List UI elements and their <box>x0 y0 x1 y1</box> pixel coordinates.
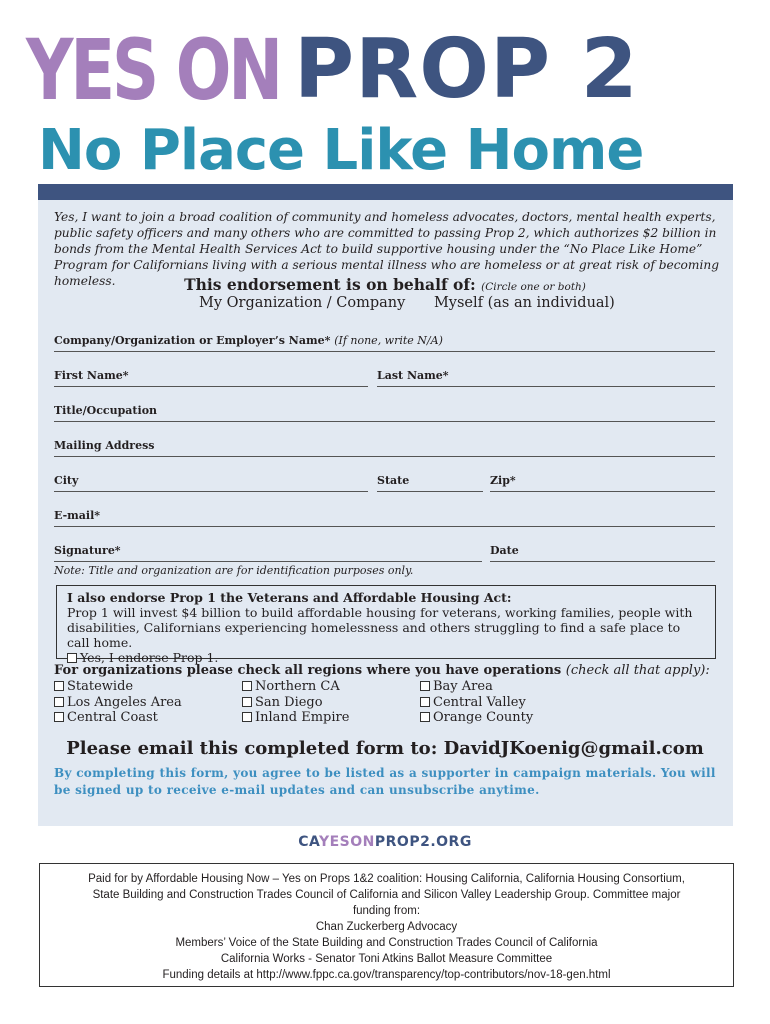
site-part-prop: PROP2.ORG <box>374 834 472 850</box>
prop1-title: I also endorse Prop 1 the Veterans and Affordable Housing Act: <box>67 590 512 605</box>
prop-2-text: PROP 2 <box>294 22 639 117</box>
panel-top-bar <box>38 184 733 200</box>
first-name-field[interactable] <box>54 369 368 387</box>
region-checkbox[interactable] <box>54 712 64 722</box>
option-individual[interactable]: Myself (as an individual) <box>433 295 615 311</box>
yes-on-text: YES ON <box>26 21 281 119</box>
disclaimer-line: Paid for by Affordable Housing Now – Yes on Props 1&2 coalition: Housing California, California Housing Consortium, <box>88 873 685 885</box>
region-checkbox[interactable] <box>54 697 64 707</box>
region-option[interactable] <box>54 710 182 726</box>
region-label: Inland Empire <box>255 710 350 725</box>
last-name-field[interactable] <box>377 369 715 387</box>
region-option[interactable] <box>420 695 533 711</box>
disclaimer-line: Members’ Voice of the State Building and Construction Trades Council of California <box>175 937 598 949</box>
city-field[interactable] <box>54 474 368 492</box>
region-checkbox[interactable] <box>242 712 252 722</box>
consent-text: By completing this form, you agree to be listed as a supporter in campaign materials. You will be signed up to receive e-mail updates and can unsubscribe anytime. <box>54 766 716 797</box>
signature-label: Signature* <box>54 544 121 557</box>
region-checkbox[interactable] <box>54 681 64 691</box>
header-title <box>26 21 639 119</box>
region-option[interactable] <box>54 695 182 711</box>
disclaimer-line: California Works - Senator Toni Atkins Ballot Measure Committee <box>220 953 553 965</box>
signature-field[interactable] <box>54 544 482 562</box>
address-label: Mailing Address <box>54 439 155 452</box>
zip-label: Zip* <box>490 474 516 487</box>
region-option[interactable] <box>242 710 349 726</box>
region-option[interactable] <box>420 710 533 726</box>
title-field[interactable] <box>54 404 715 422</box>
region-label: Bay Area <box>433 679 493 694</box>
behalf-options <box>199 295 615 311</box>
region-checkbox[interactable] <box>420 712 430 722</box>
regions-heading <box>54 663 710 678</box>
prop1-checkbox-label: Yes, I endorse Prop 1. <box>80 650 219 665</box>
region-option[interactable] <box>242 679 349 695</box>
region-checkbox[interactable] <box>420 681 430 691</box>
website-url[interactable] <box>0 834 770 850</box>
identification-note: Note: Title and organization are for identification purposes only. <box>54 564 414 577</box>
disclaimer-line: State Building and Construction Trades Council of California and Silicon Valley Leadership Group. Committee major <box>92 889 681 901</box>
zip-field[interactable] <box>490 474 715 492</box>
email-instruction: Please email this completed form to: DavidJKoenig@gmail.com <box>66 738 704 759</box>
date-label: Date <box>490 544 519 557</box>
state-label: State <box>377 474 410 487</box>
site-part-yeson: YESON <box>318 834 375 850</box>
prop1-body: Prop 1 will invest $4 billion to build affordable housing for veterans, working families, people with disabilities, Californians experiencing homelessness and others struggling to find a safe place to call home. <box>67 605 693 650</box>
behalf-heading <box>0 275 770 294</box>
region-label: San Diego <box>255 694 323 710</box>
regions-column-1 <box>54 679 182 726</box>
disclaimer-line[interactable]: Funding details at http://www.fppc.ca.gov/transparency/top-contributors/nov-18-gen.html <box>162 969 611 981</box>
intro-paragraph: Yes, I want to join a broad coalition of community and homeless advocates, doctors, mental health experts, public safety officers and many others who are committed to passing Prop 2, which authorizes $2 billion in bonds from the Mental Health Services Act to build supportive housing under the “No Place Like Home” Program for Californians living with a serious mental illness who are homeless or at great risk of becoming homeless. <box>54 210 719 288</box>
regions-title: For organizations please check all regions where you have operations <box>54 663 562 678</box>
company-field[interactable] <box>54 334 715 352</box>
first-name-label: First Name* <box>54 369 129 382</box>
regions-hint: (check all that apply): <box>565 663 710 678</box>
behalf-title: This endorsement is on behalf of: <box>184 275 476 294</box>
company-label: Company/Organization or Employer’s Name* <box>54 334 331 347</box>
company-hint: (If none, write N/A) <box>334 334 443 347</box>
region-checkbox[interactable] <box>420 697 430 707</box>
state-field[interactable] <box>377 474 483 492</box>
region-option[interactable] <box>54 679 182 695</box>
region-option[interactable] <box>420 679 533 695</box>
region-label: Statewide <box>67 679 134 694</box>
last-name-label: Last Name* <box>377 369 449 382</box>
tagline: No Place Like Home <box>38 118 644 183</box>
behalf-hint: (Circle one or both) <box>481 281 586 293</box>
email-label: E-mail* <box>54 509 101 522</box>
city-label: City <box>54 474 79 487</box>
title-label: Title/Occupation <box>54 404 158 417</box>
prop1-checkbox[interactable] <box>67 653 77 663</box>
region-label: Central Valley <box>433 694 526 710</box>
disclaimer-line: Chan Zuckerberg Advocacy <box>315 921 458 933</box>
disclaimer-line: funding from: <box>352 905 421 917</box>
region-label: Northern CA <box>255 679 340 694</box>
option-organization[interactable]: My Organization / Company <box>199 295 406 311</box>
region-checkbox[interactable] <box>242 697 252 707</box>
regions-column-3 <box>420 679 533 726</box>
regions-column-2 <box>242 679 349 726</box>
email-field[interactable] <box>54 509 715 527</box>
region-label: Orange County <box>433 710 534 725</box>
address-field[interactable] <box>54 439 715 457</box>
region-label: Central Coast <box>67 710 158 725</box>
region-checkbox[interactable] <box>242 681 252 691</box>
date-field[interactable] <box>490 544 715 562</box>
site-part-ca: CA <box>298 834 319 850</box>
region-label: Los Angeles Area <box>67 694 182 710</box>
region-option[interactable] <box>242 695 349 711</box>
paid-for-disclaimer <box>39 863 734 987</box>
prop1-endorsement-box <box>56 585 716 665</box>
